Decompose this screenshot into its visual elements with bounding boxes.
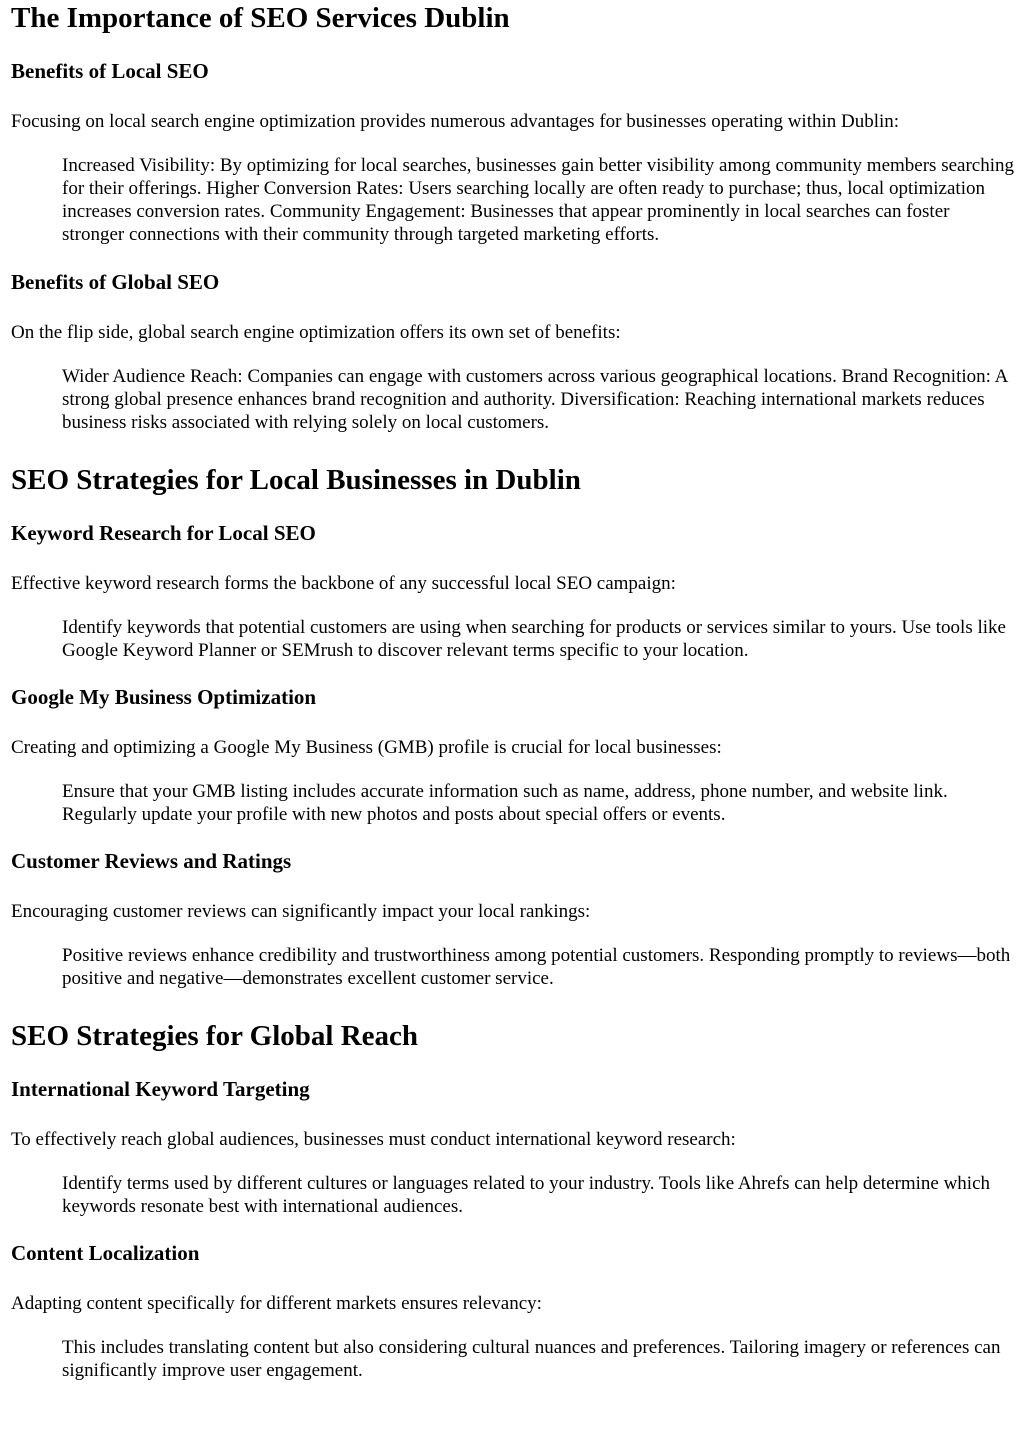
section-title: SEO Strategies for Global Reach bbox=[11, 1020, 419, 1052]
subsection-quote: Positive reviews enhance credibility and trustworthiness among potential customers. Responding promptly to reviews—both positive and negative—demonstrates excellent customer service. bbox=[62, 945, 1011, 989]
subsection-quote: Ensure that your GMB listing includes accurate information such as name, address, phone number, and website link. Regularly update your profile with new photos and posts about special offers or events. bbox=[62, 781, 948, 825]
subsection-intro: Creating and optimizing a Google My Business (GMB) profile is crucial for local businesses: bbox=[11, 737, 722, 758]
subsection-heading: Benefits of Local SEO bbox=[11, 59, 209, 83]
subsection-quote: Wider Audience Reach: Companies can engage with customers across various geographical locations. Brand Recognition: A strong global presence enhances brand recognition and authority. Diversification: Reaching international markets reduces business risks associated with relying solely on local customers. bbox=[62, 366, 1008, 433]
subsection-heading: Content Localization bbox=[11, 1241, 200, 1265]
subsection-heading: Google My Business Optimization bbox=[11, 685, 317, 709]
subsection-heading: Customer Reviews and Ratings bbox=[11, 849, 292, 873]
subsection-quote: Identify keywords that potential customers are using when searching for products or services similar to yours. Use tools like Google Keyword Planner or SEMrush to discover relevant terms specific to your location. bbox=[62, 617, 1006, 661]
subsection-heading: International Keyword Targeting bbox=[11, 1077, 310, 1101]
subsection-quote: Increased Visibility: By optimizing for local searches, businesses gain better visibility among community members searching for their offerings. Higher Conversion Rates: Users searching locally are often ready to purchase; thus, local optimization increases conversion rates. Community Engagement: Businesses that appear prominently in local searches can foster stronger connections with their community through targeted marketing efforts. bbox=[62, 155, 1014, 245]
subsection-intro: Encouraging customer reviews can significantly impact your local rankings: bbox=[11, 901, 591, 922]
section-title: SEO Strategies for Local Businesses in Dublin bbox=[11, 464, 581, 496]
subsection-quote: Identify terms used by different cultures or languages related to your industry. Tools like Ahrefs can help determine which keywords resonate best with international audiences. bbox=[62, 1173, 991, 1217]
subsection-intro: Adapting content specifically for different markets ensures relevancy: bbox=[11, 1293, 542, 1314]
subsection-intro: Effective keyword research forms the backbone of any successful local SEO campaign: bbox=[11, 573, 676, 594]
subsection-quote: This includes translating content but also considering cultural nuances and preferences. Tailoring imagery or references can significantly improve user engagement. bbox=[62, 1337, 1001, 1381]
subsection-heading: Keyword Research for Local SEO bbox=[11, 521, 316, 545]
subsection-intro: Focusing on local search engine optimization provides numerous advantages for businesses operating within Dublin: bbox=[11, 111, 900, 132]
subsection-heading: Benefits of Global SEO bbox=[11, 270, 220, 294]
section-title: The Importance of SEO Services Dublin bbox=[11, 2, 510, 34]
subsection-intro: On the flip side, global search engine optimization offers its own set of benefits: bbox=[11, 322, 621, 343]
subsection-intro: To effectively reach global audiences, businesses must conduct international keyword research: bbox=[11, 1129, 736, 1150]
